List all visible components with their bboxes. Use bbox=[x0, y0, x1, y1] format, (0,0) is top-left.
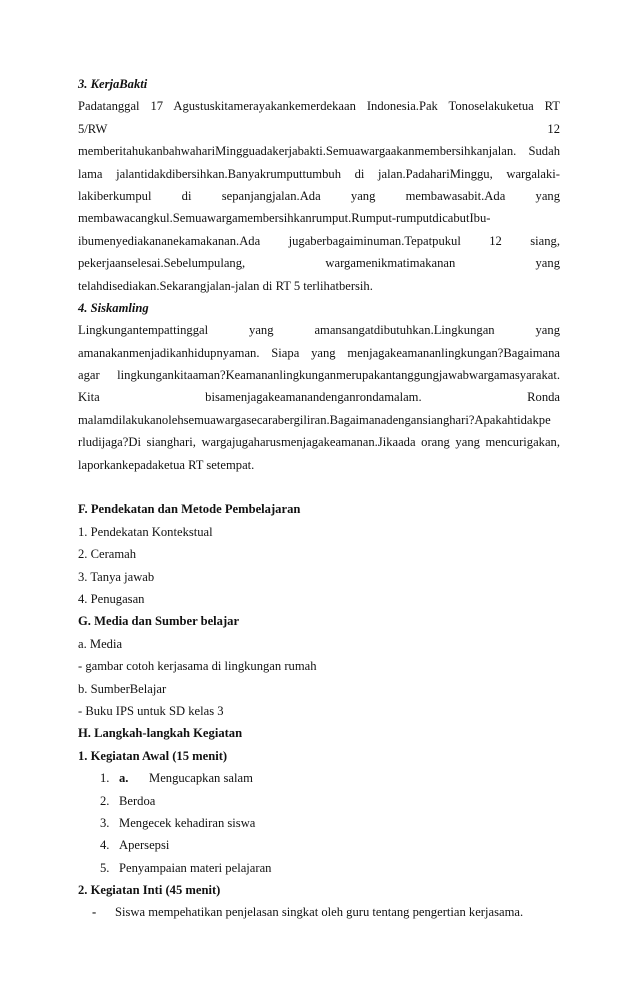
paragraph-line: 5/RW 12 bbox=[78, 121, 560, 136]
step-number: 4. bbox=[100, 838, 110, 853]
paragraph-line: ibumenyediakananekamakanan.Ada jugaberbagaiminuman.Tepatpukul 12 siang, bbox=[78, 233, 560, 248]
list-item: - gambar cotoh kerjasama di lingkungan rumah bbox=[78, 659, 317, 674]
document-page bbox=[78, 73, 560, 924]
bullet-dash: - bbox=[92, 905, 97, 920]
paragraph-line: lama jalantidakdibersihkan.Banyakrumputtumbuh di jalan.PadahariMinggu, wargalaki- bbox=[78, 166, 560, 181]
paragraph-line: memberitahukanbahwahariMingguadakerjabakti.Semuawargaakanmembersihkanjalan. Sudah bbox=[78, 144, 560, 159]
list-item bbox=[78, 790, 560, 812]
list-item: - Buku IPS untuk SD kelas 3 bbox=[78, 703, 224, 718]
paragraph-line: lakiberkumpul di sepanjangjalan.Ada yang membawasabit.Ada yang bbox=[78, 188, 560, 203]
step-text: Mengucapkan salam bbox=[149, 771, 253, 786]
paragraph-line: rludijaga?Di sianghari, wargajugaharusmenjagakeamanan.Jikaada orang yang mencurigakan, bbox=[78, 435, 560, 450]
section-h-title: H. Langkah-langkah Kegiatan bbox=[78, 726, 243, 741]
blank-line bbox=[78, 476, 560, 498]
section-f-title: F. Pendekatan dan Metode Pembelajaran bbox=[78, 502, 301, 517]
paragraph-line: laporkankepadaketua RT setempat. bbox=[78, 457, 255, 472]
paragraph-line: Kita bisamenjagakeamanandenganrondamalam. Ronda bbox=[78, 390, 560, 405]
step-number: 2. bbox=[100, 793, 110, 808]
list-item: a. Media bbox=[78, 636, 123, 651]
list-item-text: Siswa mempehatikan penjelasan singkat oleh guru tentang pengertian kerjasama. bbox=[115, 905, 524, 920]
step-marker: a. bbox=[119, 771, 129, 786]
list-item bbox=[78, 857, 560, 879]
section-3-title: 3. KerjaBakti bbox=[78, 77, 148, 91]
paragraph-line: Padatanggal 17 Agustuskitamerayakankemerdekaan Indonesia.Pak Tonoselakuketua RT bbox=[78, 99, 560, 114]
step-number: 3. bbox=[100, 815, 110, 830]
paragraph-line: pekerjaanselesai.Sebelumpulang, wargamenikmatimakanan yang bbox=[78, 256, 560, 271]
list-item bbox=[78, 901, 560, 923]
step-number: 5. bbox=[100, 860, 110, 875]
paragraph-line: agar lingkungankitaaman?Keamananlingkunganmerupakantanggungjawabwargamasyarakat. bbox=[78, 368, 560, 383]
step-number: 1. bbox=[100, 771, 110, 786]
step-text: Penyampaian materi pelajaran bbox=[119, 860, 272, 875]
list-item bbox=[78, 812, 560, 834]
paragraph-line: telahdisediakan.Sekarangjalan-jalan di RT 5 terlihatbersih. bbox=[78, 278, 373, 293]
paragraph-line: amanakanmenjadikanhidupnyaman. Siapa yang menjagakeamananlingkungan?Bagaimana bbox=[78, 345, 560, 360]
paragraph-line: membawacangkul.Semuawargamembersihkanrumput.Rumput-rumputdicabutIbu- bbox=[78, 211, 491, 226]
step-text: Mengecek kehadiran siswa bbox=[119, 815, 256, 830]
kegiatan-inti-title: 2. Kegiatan Inti (45 menit) bbox=[78, 883, 221, 898]
list-item: 3. Tanya jawab bbox=[78, 569, 155, 584]
list-item: b. SumberBelajar bbox=[78, 681, 167, 696]
list-item bbox=[78, 834, 560, 856]
list-item: 4. Penugasan bbox=[78, 591, 145, 606]
list-item: 2. Ceramah bbox=[78, 547, 137, 562]
paragraph-line: malamdilakukanolehsemuawargasecarabergiliran.Bagaimanadengansianghari?Apakahtidakpe bbox=[78, 412, 551, 427]
section-4-title: 4. Siskamling bbox=[78, 300, 149, 315]
step-text: Berdoa bbox=[119, 793, 156, 808]
list-item: 1. Pendekatan Kontekstual bbox=[78, 524, 213, 539]
step-text: Apersepsi bbox=[119, 838, 170, 853]
section-g-title: G. Media dan Sumber belajar bbox=[78, 614, 240, 629]
paragraph-line: Lingkungantempattinggal yang amansangatdibutuhkan.Lingkungan yang bbox=[78, 323, 560, 338]
list-item bbox=[78, 767, 560, 789]
kegiatan-awal-title: 1. Kegiatan Awal (15 menit) bbox=[78, 748, 228, 763]
